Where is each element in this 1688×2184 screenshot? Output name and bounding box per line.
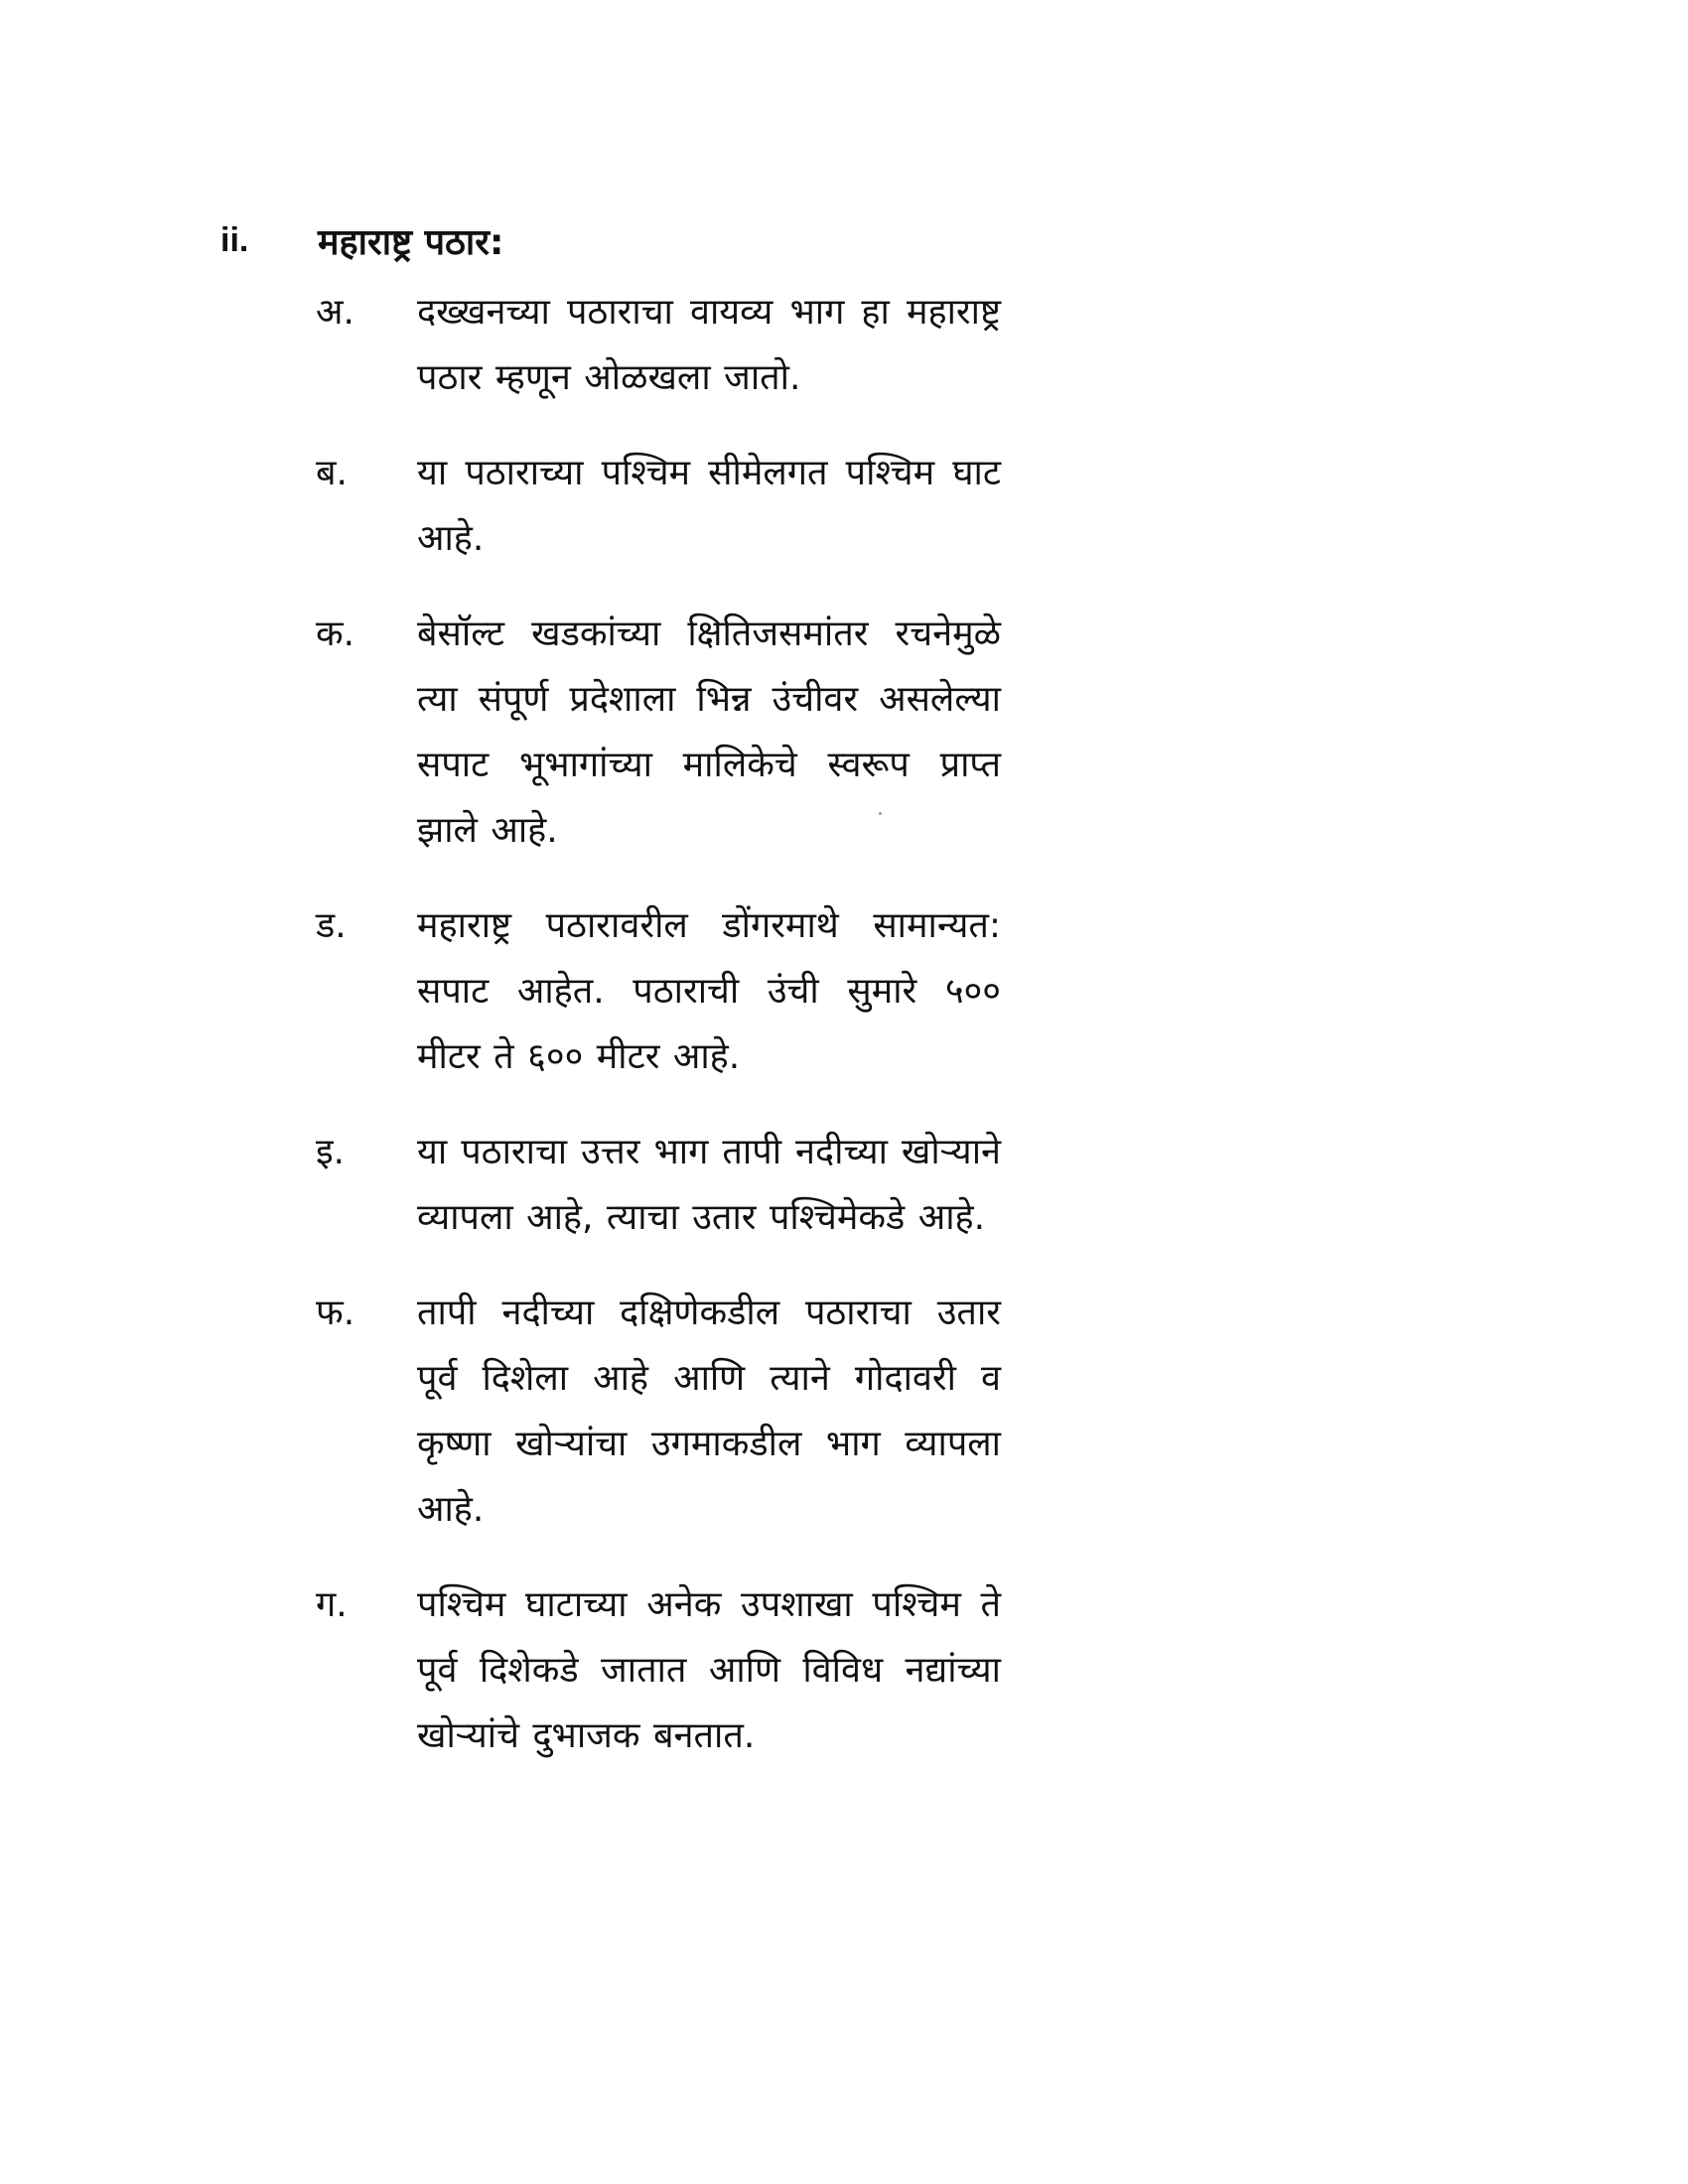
list-item <box>316 1572 1001 1769</box>
list-item <box>316 1120 1001 1251</box>
list-item <box>316 280 1001 411</box>
list-item <box>316 1281 1001 1543</box>
item-marker: ड. <box>316 905 347 946</box>
list-item <box>316 602 1001 864</box>
item-text: तापी नदीच्या दक्षिणेकडील पठाराचा उतार पूर्व दिशेला आहे आणि त्याने गोदावरी व कृष्णा खोऱ्यांचा उगमाकडील भाग व्यापला आहे. <box>417 1293 1001 1530</box>
item-marker: ब. <box>316 453 348 493</box>
list-item <box>316 441 1001 572</box>
item-text: महाराष्ट्र पठारावरील डोंगरमाथे सामान्यत: सपाट आहेत. पठाराची उंची सुमारे ५०० मीटर ते ६०० मीटर आहे. <box>417 905 1001 1077</box>
section-heading <box>220 210 503 270</box>
item-text: या पठाराचा उत्तर भाग तापी नदीच्या खोऱ्याने व्यापला आहे, त्याचा उतार पश्चिमेकडे आहे. <box>417 1132 1001 1238</box>
item-marker: क. <box>316 614 355 654</box>
section-title: महाराष्ट्र पठार: <box>318 221 504 263</box>
section-number: ii. <box>220 220 249 259</box>
item-text: पश्चिम घाटाच्या अनेक उपशाखा पश्चिम ते पूर्व दिशेकडे जातात आणि विविध नद्यांच्या खोऱ्यांचे दुभाजक बनतात. <box>417 1584 1001 1756</box>
item-text: दख्खनच्या पठाराचा वायव्य भाग हा महाराष्ट्र पठार म्हणून ओळखला जातो. <box>417 292 1001 398</box>
item-marker: फ. <box>316 1293 355 1333</box>
item-marker: इ. <box>316 1132 346 1172</box>
scan-speck <box>879 812 882 815</box>
list-item <box>316 893 1001 1090</box>
item-marker: ग. <box>316 1584 348 1625</box>
point-list <box>316 280 1001 1799</box>
item-text: या पठाराच्या पश्चिम सीमेलगत पश्चिम घाट आहे. <box>417 453 1001 559</box>
item-marker: अ. <box>316 292 354 333</box>
item-text: बेसॉल्ट खडकांच्या क्षितिजसमांतर रचनेमुळे त्या संपूर्ण प्रदेशाला भिन्न उंचीवर असलेल्या सपाट भूभागांच्या मालिकेचे स्वरूप प्राप्त झाले आहे. <box>417 614 1001 851</box>
